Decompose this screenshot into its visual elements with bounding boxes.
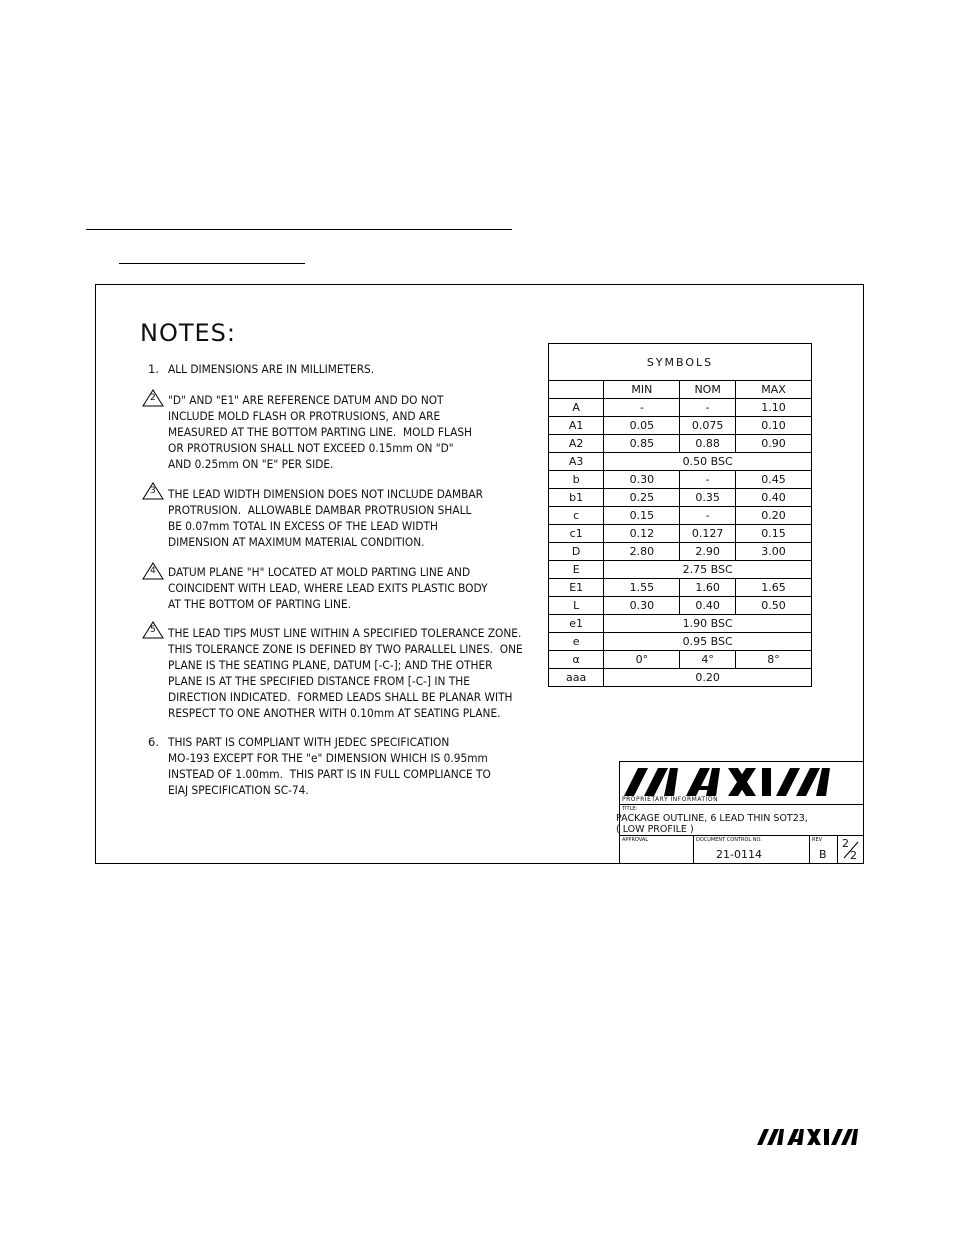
value-cell: 0.30 (604, 597, 680, 615)
value-cell: 0.40 (735, 489, 811, 507)
table-row (549, 453, 812, 471)
notes-heading: NOTES: (140, 319, 236, 347)
value-cell: 0.40 (680, 597, 736, 615)
approval-cell (620, 836, 694, 864)
symbol-cell: A (549, 399, 604, 417)
value-cell: 0.30 (604, 471, 680, 489)
value-cell: 1.10 (735, 399, 811, 417)
symbol-cell: c (549, 507, 604, 525)
proprietary-label: PROPRIETARY INFORMATION (622, 796, 719, 803)
value-cell: 0.127 (680, 525, 736, 543)
value-cell: 0.25 (604, 489, 680, 507)
symbol-cell: e (549, 633, 604, 651)
value-cell: - (680, 471, 736, 489)
value-cell: - (604, 399, 680, 417)
value-cell: 0.15 (735, 525, 811, 543)
sheet-number: 2 (842, 837, 849, 850)
note-2-text: "D" AND "E1" ARE REFERENCE DATUM AND DO NOT INCLUDE MOLD FLASH OR PROTRUSIONS, AND ARE MEASURED AT THE BOTTOM PARTING LINE. MOLD FLASH OR PROTRUSION SHALL NOT EXCEED 0.15mm ON "D" AND 0.25mm ON "E" PER SIDE. (168, 393, 473, 471)
value-cell: 4° (680, 651, 736, 669)
note-2-triangle-icon (142, 389, 164, 407)
symbols-header-cell: MIN (604, 381, 680, 399)
note-1-number: 1. (148, 362, 159, 376)
table-row (549, 507, 812, 525)
value-cell: 0.85 (604, 435, 680, 453)
note-4-triangle-icon (142, 562, 164, 580)
symbols-title: SYMBOLS (549, 344, 812, 381)
top-rule-short (119, 263, 305, 264)
note-6-number: 6. (148, 735, 159, 749)
value-cell-merged: 0.95 BSC (604, 633, 812, 651)
symbol-cell: D (549, 543, 604, 561)
symbols-header-row (549, 381, 812, 399)
symbol-cell: E (549, 561, 604, 579)
value-cell-merged: 2.75 BSC (604, 561, 812, 579)
value-cell: 0.075 (680, 417, 736, 435)
table-row (549, 579, 812, 597)
value-cell: 0.05 (604, 417, 680, 435)
symbol-cell: L (549, 597, 604, 615)
value-cell: 8° (735, 651, 811, 669)
value-cell: 0° (604, 651, 680, 669)
symbol-cell: α (549, 651, 604, 669)
value-cell: 0.35 (680, 489, 736, 507)
note-4-number: 4 (150, 566, 156, 576)
table-row (549, 417, 812, 435)
table-row (549, 525, 812, 543)
note-5-number: 5 (150, 625, 156, 635)
sheet-cell (838, 836, 864, 864)
value-cell: 0.88 (680, 435, 736, 453)
symbol-cell: A2 (549, 435, 604, 453)
symbol-cell: c1 (549, 525, 604, 543)
symbol-cell: b1 (549, 489, 604, 507)
table-row (549, 435, 812, 453)
value-cell-merged: 0.20 (604, 669, 812, 687)
value-cell: - (680, 507, 736, 525)
value-cell: 1.55 (604, 579, 680, 597)
table-row (549, 543, 812, 561)
table-row (549, 489, 812, 507)
symbol-cell: A1 (549, 417, 604, 435)
table-row (549, 669, 812, 687)
symbol-cell: b (549, 471, 604, 489)
drawing-frame (95, 284, 864, 864)
doc-control-number: 21-0114 (716, 848, 762, 861)
symbol-cell: e1 (549, 615, 604, 633)
rev-cell (810, 836, 838, 864)
note-3-number: 3 (150, 486, 156, 496)
maxim-logo (624, 766, 846, 796)
note-4-text: DATUM PLANE "H" LOCATED AT MOLD PARTING LINE AND COINCIDENT WITH LEAD, WHERE LEAD EXITS PLASTIC BODY AT THE BOTTOM OF PARTING LINE. (168, 565, 488, 611)
note-3-triangle-icon (142, 482, 164, 500)
value-cell: 0.90 (735, 435, 811, 453)
note-5-triangle-icon (142, 621, 164, 639)
table-row (549, 615, 812, 633)
approval-label: APPROVAL (622, 837, 649, 843)
title-block-logo-row (620, 762, 864, 805)
value-cell-merged: 1.90 BSC (604, 615, 812, 633)
doc-control-label: DOCUMENT CONTROL NO. (696, 837, 762, 843)
table-row (549, 399, 812, 417)
value-cell-merged: 0.50 BSC (604, 453, 812, 471)
sheet-total: 2 (850, 849, 857, 862)
title-line-1: PACKAGE OUTLINE, 6 LEAD THIN SOT23, (616, 813, 808, 824)
value-cell: - (680, 399, 736, 417)
note-5-text: THE LEAD TIPS MUST LINE WITHIN A SPECIFIED TOLERANCE ZONE. THIS TOLERANCE ZONE IS DEFINED BY TWO PARALLEL LINES. ONE PLANE IS THE SEATING PLANE, DATUM [-C-]; AND THE OTHER PLANE IS AT THE SPECIFIED DISTANCE FROM [-C-] IN THE DIRECTION INDICATED. FORMED LEADS SHALL BE PLANAR WITH RESPECT TO ONE ANOTHER WITH 0.10mm AT SEATING PLANE. (168, 626, 523, 720)
note-6-text: THIS PART IS COMPLIANT WITH JEDEC SPECIFICATION MO-193 EXCEPT FOR THE "e" DIMENSION WHICH IS 0.95mm INSTEAD OF 1.00mm. THIS PART IS IN FULL COMPLIANCE TO EIAJ SPECIFICATION SC-74. (168, 735, 491, 797)
symbol-cell: E1 (549, 579, 604, 597)
value-cell: 3.00 (735, 543, 811, 561)
symbol-cell: aaa (549, 669, 604, 687)
footer-maxim-logo (757, 1129, 863, 1145)
title-block (616, 761, 864, 864)
symbols-header-cell: NOM (680, 381, 736, 399)
value-cell: 0.15 (604, 507, 680, 525)
value-cell: 1.65 (735, 579, 811, 597)
value-cell: 0.45 (735, 471, 811, 489)
value-cell: 0.12 (604, 525, 680, 543)
rev-value: B (819, 848, 827, 861)
table-row (549, 561, 812, 579)
symbols-header-cell: MAX (735, 381, 811, 399)
title-block-bottom-row (620, 836, 864, 864)
symbol-cell: A3 (549, 453, 604, 471)
doc-control-cell (694, 836, 810, 864)
value-cell: 2.90 (680, 543, 736, 561)
table-row (549, 651, 812, 669)
value-cell: 2.80 (604, 543, 680, 561)
value-cell: 0.20 (735, 507, 811, 525)
symbols-header-blank (549, 381, 604, 399)
value-cell: 0.50 (735, 597, 811, 615)
table-row (549, 471, 812, 489)
symbols-table (548, 343, 812, 687)
value-cell: 1.60 (680, 579, 736, 597)
title-line-2: ( LOW PROFILE ) (616, 824, 694, 835)
table-row (549, 597, 812, 615)
note-1-text: ALL DIMENSIONS ARE IN MILLIMETERS. (168, 362, 375, 376)
note-3-text: THE LEAD WIDTH DIMENSION DOES NOT INCLUDE DAMBAR PROTRUSION. ALLOWABLE DAMBAR PROTRUSION SHALL BE 0.07mm TOTAL IN EXCESS OF THE LEAD WIDTH DIMENSION AT MAXIMUM MATERIAL CONDITION. (168, 487, 483, 549)
title-label: TITLE: (622, 806, 638, 812)
rev-label: REV (812, 837, 823, 843)
top-rule-long (86, 229, 512, 230)
title-block-title-row (616, 805, 864, 836)
symbols-title-row (549, 344, 812, 381)
table-row (549, 633, 812, 651)
note-2-number: 2 (150, 393, 156, 403)
value-cell: 0.10 (735, 417, 811, 435)
